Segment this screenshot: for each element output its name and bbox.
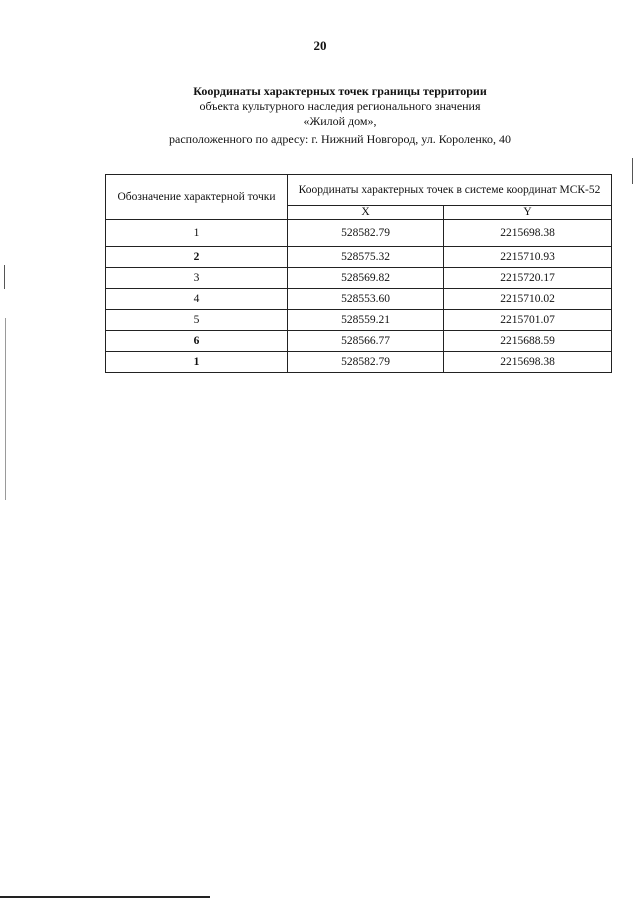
point-cell: 4 [106, 289, 288, 310]
table-row [106, 352, 612, 373]
point-cell: 5 [106, 310, 288, 331]
y-cell: 2215688.59 [444, 331, 612, 352]
table-header-row [106, 175, 612, 206]
x-cell: 528566.77 [288, 331, 444, 352]
y-cell: 2215698.38 [444, 352, 612, 373]
header-y: Y [444, 206, 612, 220]
y-cell: 2215710.93 [444, 247, 612, 268]
scan-artifact-left-long [5, 318, 6, 500]
page-number: 20 [313, 38, 327, 53]
table-row [106, 289, 612, 310]
y-cell: 2215701.07 [444, 310, 612, 331]
x-cell: 528582.79 [288, 352, 444, 373]
point-cell: 6 [106, 331, 288, 352]
x-cell: 528569.82 [288, 268, 444, 289]
x-cell: 528582.79 [288, 220, 444, 247]
x-cell: 528559.21 [288, 310, 444, 331]
coordinates-table [105, 174, 612, 373]
header-point-designation: Обозначение характерной точки [106, 175, 288, 220]
table-row [106, 247, 612, 268]
table-row [106, 220, 612, 247]
title-line-4: расположенного по адресу: г. Нижний Новгород, ул. Короленко, 40 [169, 132, 511, 146]
table-row [106, 310, 612, 331]
y-cell: 2215720.17 [444, 268, 612, 289]
title-line-1: Координаты характерных точек границы территории [193, 84, 487, 98]
scan-artifact-right [632, 158, 633, 184]
y-cell: 2215698.38 [444, 220, 612, 247]
x-cell: 528553.60 [288, 289, 444, 310]
title-line-3: «Жилой дом», [303, 114, 377, 128]
table-row [106, 331, 612, 352]
y-cell: 2215710.02 [444, 289, 612, 310]
header-coordinates: Координаты характерных точек в системе координат МСК-52 [288, 175, 612, 206]
title-line-2: объекта культурного наследия регионального значения [199, 99, 481, 113]
point-cell: 1 [106, 220, 288, 247]
point-cell: 2 [106, 247, 288, 268]
point-cell: 3 [106, 268, 288, 289]
header-x: X [288, 206, 444, 220]
point-cell: 1 [106, 352, 288, 373]
scan-artifact-left [4, 265, 5, 289]
x-cell: 528575.32 [288, 247, 444, 268]
table-row [106, 268, 612, 289]
footnote-rule [0, 896, 210, 898]
document-title [100, 84, 580, 147]
